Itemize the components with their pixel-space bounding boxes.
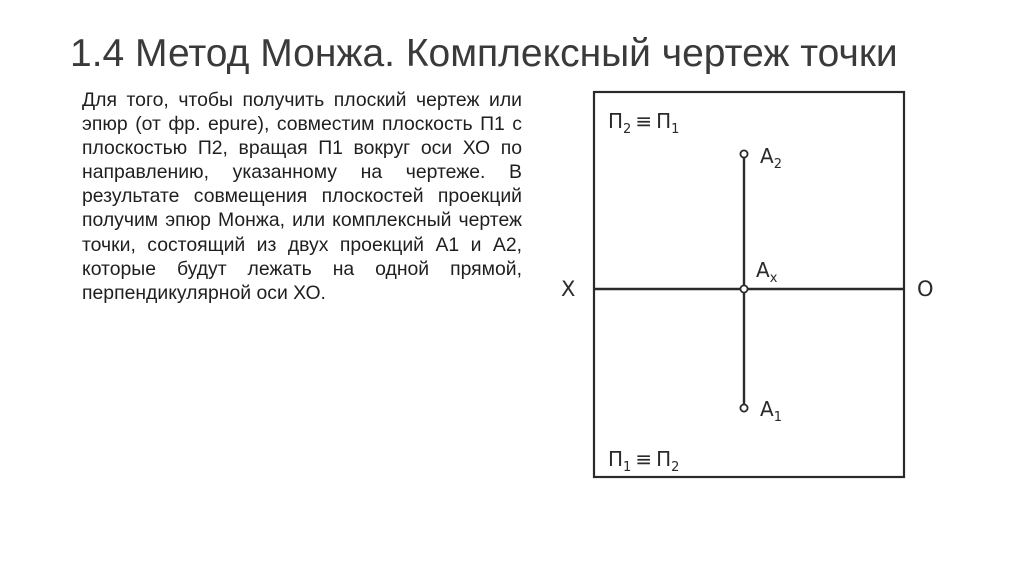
projection-plane-frame: [594, 92, 904, 477]
label-a1: $A_1$: [760, 397, 782, 425]
label-a2: $A_2$: [760, 144, 782, 172]
label-ax: $A_x$: [756, 258, 778, 286]
bottom-plane-label: $П_1 \equiv П_2$: [608, 447, 680, 475]
slide-title: 1.4 Метод Монжа. Комплексный чертеж точки: [70, 32, 898, 75]
top-plane-label: $П_2 \equiv П_1$: [608, 109, 680, 137]
monge-diagram: [560, 88, 940, 508]
axis-label-x: X: [561, 277, 576, 301]
point-ax: [740, 285, 747, 292]
axis-label-o: O: [917, 277, 934, 301]
point-a2: [740, 150, 747, 157]
point-a1: [740, 404, 747, 411]
body-text: Для того, чтобы получить плоский чертеж или эпюр (от фр. epure), совместим плоскость П1 с плоскостью П2, вращая П1 вокруг оси ХО по направлению, указанному на чертеже. В результате совмещения плоскостей проекций получим эпюр Монжа, или комплексный чертеж точки, состоящий из двух проекций А1 и А2, которые будут лежать на одной прямой, перпендикулярной оси ХО.: [82, 89, 522, 304]
monge-diagram-svg: [560, 88, 940, 508]
